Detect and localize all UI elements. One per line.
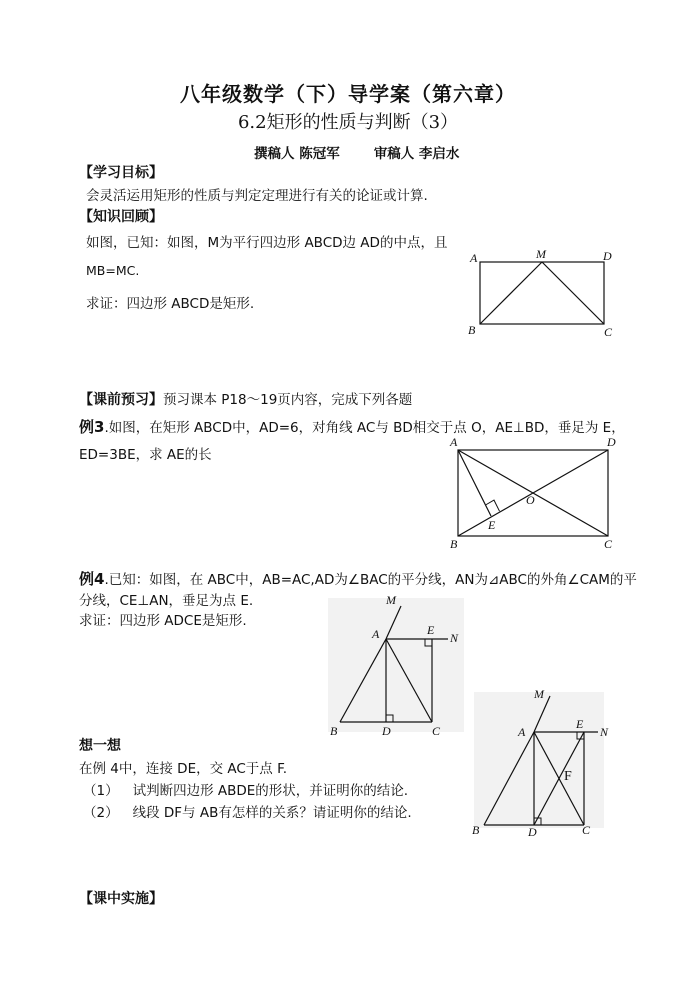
reviewer: 审稿人 李启水 [373,146,460,162]
fig2-label-o: O [526,493,535,507]
fig4-label-c: C [582,823,591,837]
think-q2-text: 线段 DF与 AB有怎样的关系？请证明你的结论. [132,805,412,821]
fig3-label-e: E [427,623,435,637]
author: 撰稿人 陈冠军 [254,146,340,162]
example4-label: 例4 [79,570,105,588]
example4-line3: 求证：四边形 ADCE是矩形. [79,613,247,629]
page-title: 八年级数学（下）导学案（第六章） [180,82,516,106]
think-intro: 在例 4中，连接 DE，交 AC于点 F. [79,761,287,777]
example3-text1: .如图，在矩形 ABCD中，AD=6，对角线 AC与 BD相交于点 O，AE⊥BD，垂足为 E， [104,420,625,436]
preview-line [79,388,412,409]
think-q1-text: 试判断四边形 ABDE的形状，并证明你的结论. [132,783,409,799]
inclass-heading: 【课中实施】 [79,891,163,907]
example4-line2: 分线，CE⊥AN，垂足为点 E. [79,593,254,609]
fig4-label-f: F [564,769,572,784]
think-q1-number: （1） [83,783,119,799]
fig4-label-a: A [518,725,526,739]
fig4-label-m: M [534,687,544,701]
goals-heading: 【学习目标】 [79,165,163,181]
fig3-label-c: C [432,724,441,738]
fig3-label-n: N [450,631,459,645]
example4-line1 [79,568,637,589]
fig1-label-m: M [536,247,546,261]
fig2-label-b: B [450,537,458,551]
preview-heading: 【课前预习】 [79,392,163,408]
fig4-label-d: D [528,825,537,839]
figure-rectangle-diagonals [444,432,624,552]
fig2-label-a: A [450,435,458,449]
fig3-label-d: D [382,724,391,738]
think-q2 [83,801,412,821]
fig1-label-d: D [603,249,612,263]
fig3-label-b: B [330,724,338,738]
fig4-label-e: E [576,717,584,731]
fig2-label-d: D [607,435,616,449]
review-line2: MB=MC. [86,263,140,278]
fig2-label-c: C [604,537,613,551]
think-q1 [83,779,408,799]
fig1-label-c: C [604,325,613,339]
fig1-label-b: B [468,323,476,337]
review-line3: 求证：四边形 ABCD是矩形. [86,296,255,312]
preview-instruction: 预习课本 P18～19页内容，完成下列各题 [163,392,413,408]
fig4-label-b: B [472,823,480,837]
example4-text1: .已知：如图，在 ABC中，AB=AC,AD为∠BAC的平分线，AN为⊿ABC的外角∠CAM的平 [104,572,637,588]
think-heading: 想一想 [79,738,121,754]
example3-label: 例3 [79,418,105,436]
review-line1: 如图，已知：如图，M为平行四边形 ABCD边 AD的中点，且 [86,235,448,251]
figure-triangle-with-de [466,684,616,840]
example3-line2: ED=3BE，求 AE的长 [79,447,212,463]
fig4-label-n: N [600,725,609,739]
review-heading: 【知识回顾】 [79,209,163,225]
fig2-label-e: E [488,518,496,532]
fig3-label-m: M [386,593,396,607]
think-q2-number: （2） [83,805,119,821]
fig3-label-a: A [372,627,380,641]
figure-rectangle-midpoint [464,246,624,341]
fig1-label-a: A [470,251,478,265]
authors-line [254,142,493,162]
lesson-subtitle: 6.2矩形的性质与判断（3） [237,112,459,133]
figure-triangle-bisectors [324,592,470,740]
goals-text: 会灵活运用矩形的性质与判定定理进行有关的论证或计算. [86,188,428,204]
